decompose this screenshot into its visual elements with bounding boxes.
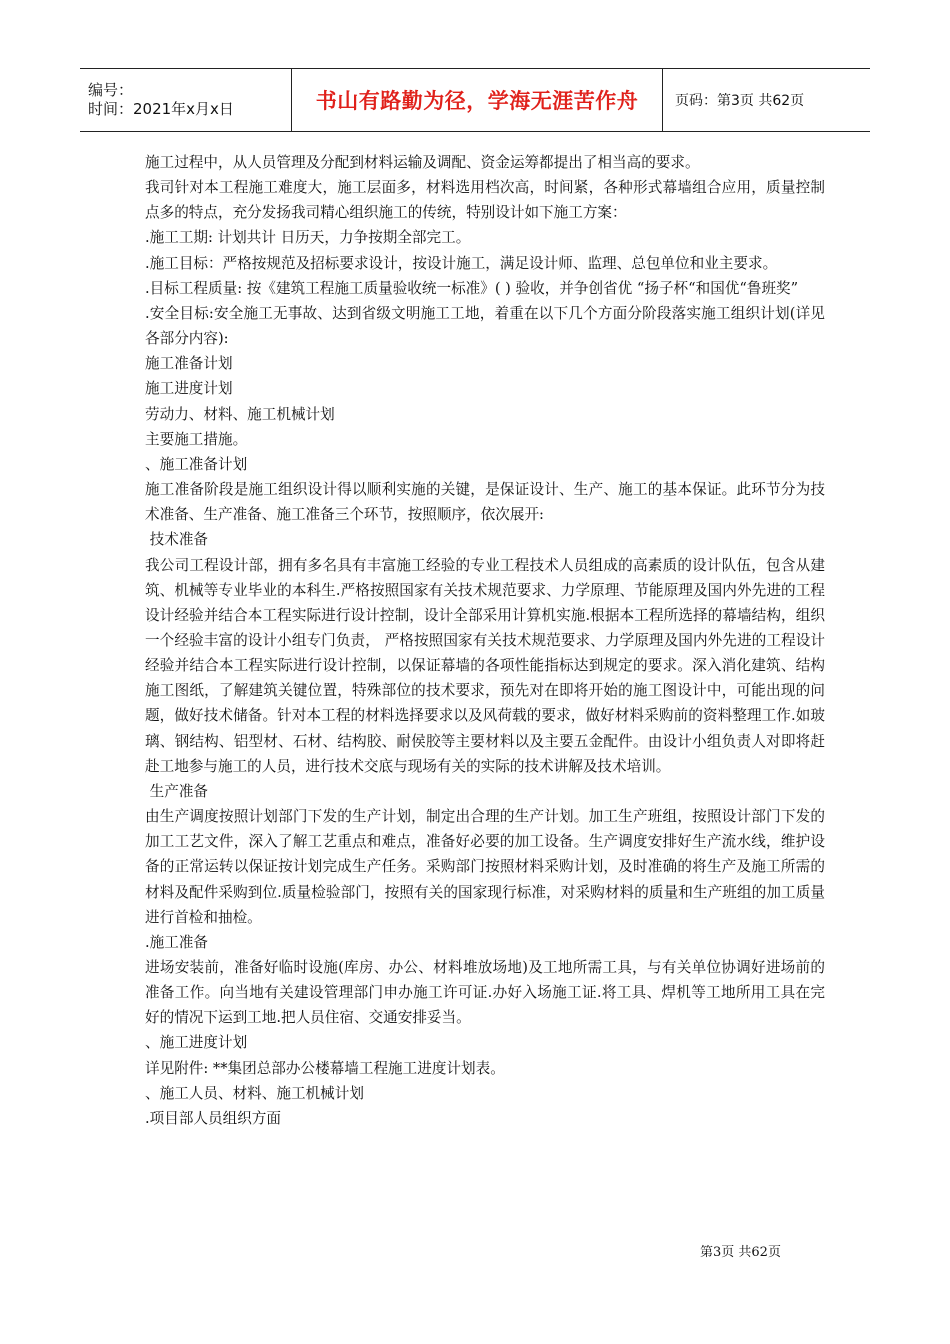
page-header: [80, 68, 870, 132]
paragraph: 我司针对本工程施工难度大，施工层面多，材料选用档次高，时间紧，各种形式幕墙组合应用，质量控制点多的特点，充分发扬我司精心组织施工的传统，特别设计如下施工方案：: [145, 179, 825, 222]
paragraph: 由生产调度按照计划部门下发的生产计划，制定出合理的生产计划。加工生产班组，按照设计部门下发的加工工艺文件，深入了解工艺重点和难点，准备好必要的加工设备。生产调度安排好生产流水线，维护设备的正常运转以保证按计划完成生产任务。采购部门按照材料采购计划，及时准确的将生产及施工所需的材料及配件采购到位.质量检验部门，按照有关的国家现行标准，对采购材料的质量和生产班组的加工质量进行首检和抽检。: [145, 808, 825, 926]
paragraph: 施工过程中，从人员管理及分配到材料运输及调配、资金运筹都提出了相当高的要求。: [145, 154, 700, 171]
page-footer: 第3页 共62页: [700, 1245, 781, 1260]
header-page-number: 页码：第3页 共62页: [675, 93, 805, 109]
list-item: 劳动力、材料、施工机械计划: [145, 405, 335, 423]
subsection-heading: 技术准备: [145, 531, 209, 549]
document-number-label: 编号：: [88, 81, 134, 99]
paragraph: 进场安装前，准备好临时设施(库房、办公、材料堆放场地)及工地所需工具，与有关单位协调好进场前的准备工作。向当地有关建设管理部门申办施工许可证.办好入场施工证.将工具、焊机等工地所用工具在完好的情况下运到工地.把人员住宿、交通安排妥当。: [145, 959, 825, 1027]
document-body: [145, 150, 825, 1131]
subsection-heading: .施工准备: [145, 933, 209, 951]
section-heading: 、施工进度计划: [145, 1034, 248, 1052]
section-heading: 、施工人员、材料、施工机械计划: [145, 1084, 364, 1102]
paragraph: 我公司工程设计部，拥有多名具有丰富施工经验的专业工程技术人员组成的高素质的设计队伍，包含从建筑、机械等专业毕业的本科生.严格按照国家有关技术规范要求、力学原理、节能原理及国内外先进的工程设计经验并结合本工程实际进行设计控制，设计全部采用计算机实施.根据本工程所选择的幕墙结构，组织一个经验丰富的设计小组专门负责， 严格按照国家有关技术规范要求、力学原理及国内外先进的工程设计经验并结合本工程实际进行设计控制，以保证幕墙的各项性能指标达到规定的要求。深入消化建筑、结构施工图纸，了解建筑关键位置，特殊部位的技术要求，预先对在即将开始的施工图设计中，可能出现的问题，做好技术储备。针对本工程的材料选择要求以及风荷载的要求，做好材料采购前的资料整理工作.如玻璃、钢结构、铝型材、石材、结构胶、耐侯胶等主要材料以及主要五金配件。由设计小组负责人对即将赶赴工地参与施工的人员，进行技术交底与现场有关的实际的技术讲解及技术培训。: [145, 556, 825, 775]
list-item: 主要施工措施。: [145, 430, 248, 448]
header-motto: 书山有路勤为径，学海无涯苦作舟: [291, 69, 663, 131]
list-item: 施工准备计划: [145, 355, 233, 373]
paragraph: .安全目标:安全施工无事故、达到省级文明施工工地，着重在以下几个方面分阶段落实施工组织计划(详见各部分内容):: [145, 304, 825, 348]
paragraph: .施工工期: 计划共计 日历天，力争按期全部完工。: [145, 229, 471, 247]
paragraph: 详见附件: **集团总部办公楼幕墙工程施工进度计划表。: [145, 1059, 505, 1077]
document-time-label: 时间：2021年x月x日: [88, 100, 234, 118]
list-item: 施工进度计划: [145, 380, 233, 398]
header-meta: [80, 69, 291, 131]
paragraph: .目标工程质量: 按《建筑工程施工质量验收统一标准》( ) 验收，并争创省优 “扬子杯“和国优“鲁班奖”: [145, 279, 799, 297]
paragraph: 施工准备阶段是施工组织设计得以顺利实施的关键，是保证设计、生产、施工的基本保证。此环节分为技术准备、生产准备、施工准备三个环节，按照顺序，依次展开:: [145, 481, 825, 524]
section-heading: 、施工准备计划: [145, 455, 248, 473]
subsection-heading: 生产准备: [145, 782, 209, 800]
paragraph: .施工目标：严格按规范及招标要求设计，按设计施工，满足设计师、监理、总包单位和业主要求。: [145, 254, 778, 272]
subsection-heading: .项目部人员组织方面: [145, 1109, 281, 1127]
